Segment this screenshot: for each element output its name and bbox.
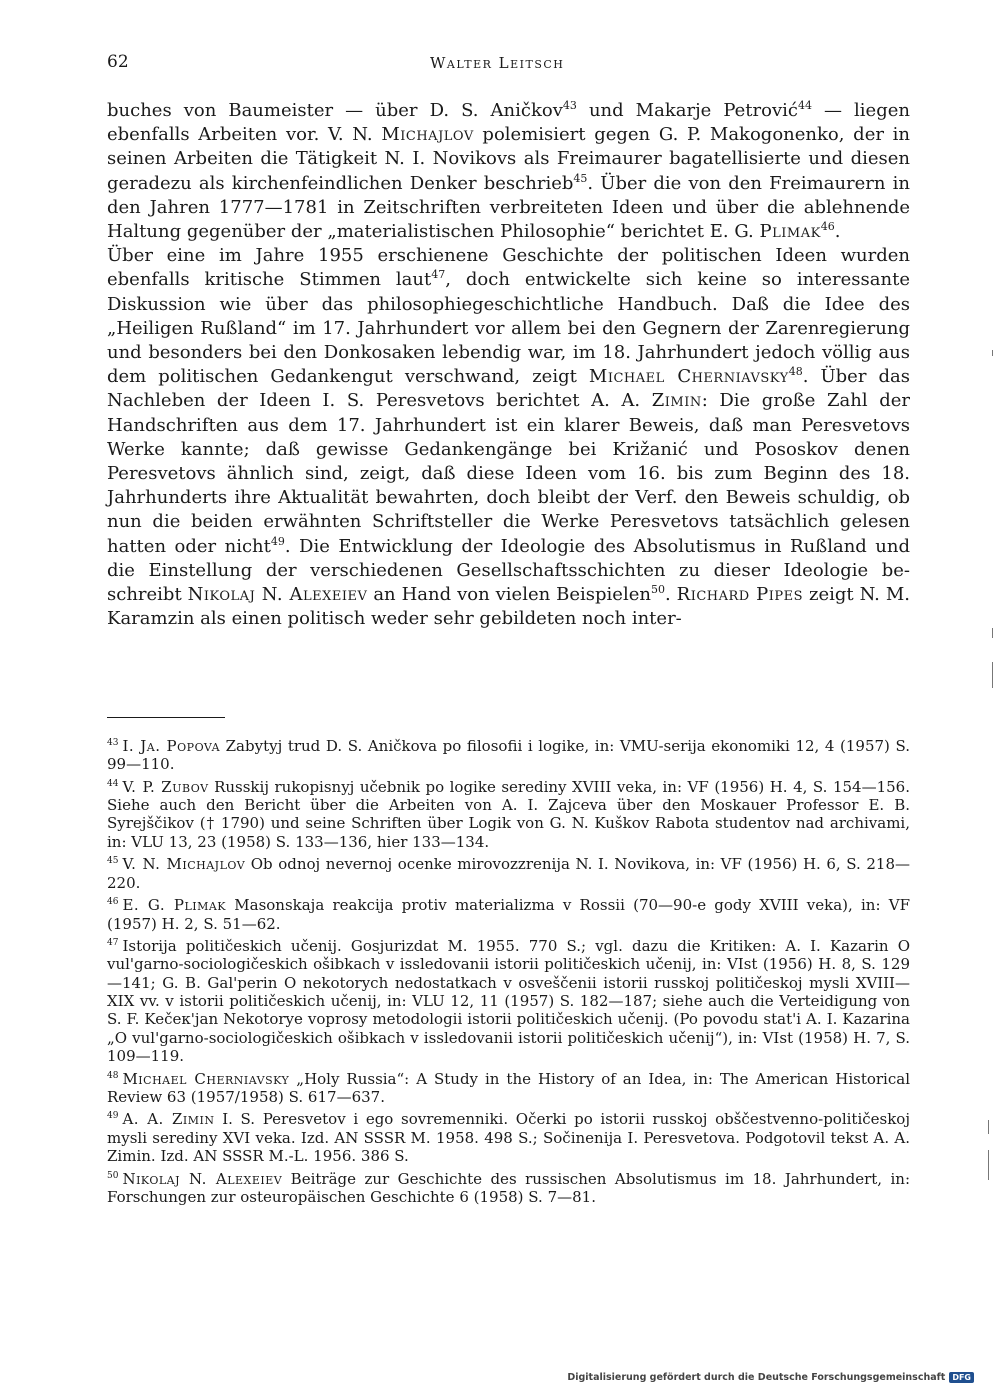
footnote: $^{48}$ Michael Cherniavsky „Holy Russia“: A Study in the History of an Idea, in: The American Historical Review 63 (1957/1958) S. 617—637. [107,1069,910,1106]
scan-margin-mark [992,350,993,356]
footnote: $^{44}$ V. P. Zubov Russkij rukopisnyj učebnik po logike serediny XVIII veka, in: VF (1956) H. 4, S. 154—156. Siehe auch den Bericht über die Arbeiten von A. I. Zajceva über den Moskauer Professor E. B. Syrejščikov († 1790) und seine Schriften über Logik von G. N. Kuškov Rabota studentov nad archivami, in: VLU 13, 23 (1958) S. 133—136, hier 133—134. [107,777,910,851]
page-number: 62 [107,52,129,72]
footnote-number: 46 [107,897,119,908]
footnote-number: 45 [107,856,119,867]
footnote-divider [107,717,225,718]
footnotes [107,737,910,1211]
footnote-number: 44 [107,778,119,789]
footnote: $^{49}$ A. A. Zimin I. S. Peresvetov i ego sovremenniki. Očerki po istorii russkoj obščestvenno-političeskoj mysli serediny XVI veka. Izd. AN SSSR M. 1958. 498 S.; Sočinenija I. Peresvetova. Podgotovil tekst A. A. Zimin. Izd. AN SSSR M.-L. 1956. 386 S. [107,1110,910,1166]
credit-text: Digitalisierung gefördert durch die Deutsche Forschungsgemeinschaft [567,1372,946,1383]
footnote: $^{50}$ Nikolaj N. Alexeiev Beiträge zur Geschichte des russischen Absolutismus im 18. Jahrhundert, in: Forschungen zur osteuropäischen Geschichte 6 (1958) S. 7—81. [107,1169,910,1206]
footnote: $^{47}$ Istorija političeskich učenij. Gosjurizdat M. 1955. 770 S.; vgl. dazu die Kritiken: A. I. Kazarin O vul'garno-sociologičeskich ošibkach v issledovanii istorii političeskich učenij, in: VIst (1956) H. 8, S. 129—141; G. B. Gal'perin O nekotorych nedostatkach v osveščenii istorii russkoj političeskoj mysli XVIII—XIX vv. v istorii političeskich učenij, in: VLU 12, 11 (1957) S. 182—187; siehe auch die Verteidigung von S. F. Kečeк'jan Nekotorye voprosy metodologii istorii političeskich učenij. (Po povodu stat'i A. I. Kazarina „O vul'garno-sociologičeskich ošibkach v issledovanii istorii političeskich učenij“), in: VIst (1958) H. 7, S. 109—119. [107,937,910,1065]
paragraph-2: Über eine im Jahre 1955 erschienene Geschichte der politischen Ideen wurden ebenfalls kritische Stimmen laut$^{47}$, doch entwickelte sich keine so interessante Diskussion wie über das philosophiegeschichtliche Handbuch. Daß die Idee des „Heiligen Rußland“ im 17. Jahrhundert vor allem bei den Gegnern der Zarenregierung und besonders bei den Donkosaken lebendig war, im 18. Jahrhundert jedoch völlig aus dem politischen Gedankengut verschwand, zeigt Michael Cherniavsky$^{48}$. Über das Nachleben der Ideen I. S. Peresvetovs berichtet A. A. Zimin: Die große Zahl der Handschriften aus dem 17. Jahrhundert ist ein klarer Beweis, daß man Peresvetovs Werke kannte; daß gewisse Gedankengänge bei Križanić und Pososkov denen Peresvetovs ähnlich sind, zeigt, daß diese Ideen vom 16. bis zum Beginn des 18. Jahrhunderts ihre Aktualität bewahrten, doch bleibt der Verf. den Beweis schuldig, ob nun die beiden erwähnten Schriftsteller die Werke Peresvetovs tatsächlich gelesen hatten oder nicht$^{49}$. Die Entwicklung der Ideologie des Absolutismus in Rußland und die Einstellung der verschiedenen Gesellschaftsschichten zu dieser Ideologie beschreibt Nikolaj N. Alexeiev an Hand von vielen Beispielen$^{50}$. Richard Pipes zeigt N. M. Karamzin als einen politisch weder sehr gebildeten noch inter- [107,245,911,630]
footnote-ref[interactable]: 45 [573,171,588,185]
footnote-ref[interactable]: 47 [431,268,446,282]
main-text [107,99,910,631]
footnote-number: 49 [107,1111,119,1122]
scan-margin-mark [992,662,993,688]
running-head: Walter Leitsch [430,54,565,72]
footnote-ref[interactable]: 48 [788,365,803,379]
footnote-number: 48 [107,1070,119,1081]
paragraph-1: buches von Baumeister — über D. S. Aničkov$^{43}$ und Makarje Petrović$^{44}$ — liegen ebenfalls Arbeiten vor. V. N. Michajlov polemisiert gegen G. P. Makogonenko, der in seinen Arbeiten die Tätigkeit N. I. Novikovs als Freimaurer bagatellisierte und diesen geradezu als kirchenfeindlichen Denker beschrieb$^{45}$. Über die von den Freimaurern in den Jahren 1777—1781 in Zeitschriften verbreiteten Ideen und über die ablehnende Haltung gegenüber der „materialistischen Philosophie“ berichtet E. G. Plimak$^{46}$. [107,99,910,243]
footnote-ref[interactable]: 44 [797,99,812,112]
scan-margin-mark [988,1120,989,1134]
footnote-ref[interactable]: 50 [650,583,665,597]
dfg-logo-icon: DFG [949,1372,974,1383]
footnote: $^{43}$ I. Ja. Popova Zabytyj trud D. S. Aničkova po filosofii i logike, in: VMU-serija ekonomiki 12, 4 (1957) S. 99—110. [107,737,911,774]
footnote-ref[interactable]: 46 [820,220,835,234]
footnote: $^{45}$ V. N. Michajlov Ob odnoj nevernoj ocenke mirovozzrenija N. I. Novikova, in: VF (1956) H. 6, S. 218—220. [107,855,910,892]
footnote: $^{46}$ E. G. Plimak Masonskaja reakcija protiv materializma v Rossii (70—90-e gody XVIII veka), in: VF (1957) H. 2, S. 51—62. [107,896,910,933]
footnote-ref[interactable]: 43 [562,99,577,112]
digitization-credit [567,1372,974,1383]
scan-margin-mark [992,628,993,638]
footnote-number: 50 [107,1170,119,1181]
footnote-number: 43 [107,738,119,748]
scan-margin-mark [988,1150,989,1180]
footnote-ref[interactable]: 49 [270,534,285,548]
footnote-number: 47 [107,938,119,949]
